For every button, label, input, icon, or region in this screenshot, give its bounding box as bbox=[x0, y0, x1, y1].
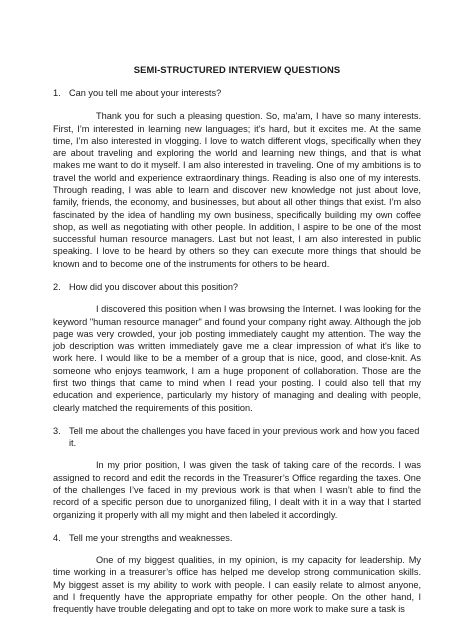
question-number: 2. bbox=[53, 282, 61, 293]
answer-4: One of my biggest qualities, in my opinion, is my capacity for leadership. My time working in a treasurer’s office has helped me develop strong communication skills. My biggest asset is my ability to work with people. I can easily relate to almost anyone, and I frequently have the appropriate empathy for other people. On the other hand, I frequently have trouble delegating and opt to take on more work to make sure a task is bbox=[53, 555, 421, 615]
question-text: Tell me about the challenges you have faced in your previous work and how you faced it. bbox=[69, 425, 420, 449]
answer-1: Thank you for such a pleasing question. So, ma'am, I have so many interests. First, I’m interested in learning new languages; it’s hard, but it excites me. At the same time, I’m also interested in vlogging. I love to watch different vlogs, specifically when they are about traveling and exploring the world and learning new things, and that is what makes me want to do it myself. I am also interested in traveling. One of my ambitions is to travel the world and experience extraordinary things. Reading is also one of my interests. Through reading, I was able to learn and discover new knowledge not just about love, family, friends, the economy, and businesses, but about all other things that exist. I’m also fascinated by the idea of handling my own business, specifically building my own coffee shop, as well as negotiating with other people. In addition, I aspire to be one of the most successful human resource managers. Last but not least, I am also interested in public speaking. I love to be heard by others so they can execute more things that should be known and to become one of the instruments for others to be heard. bbox=[53, 111, 421, 269]
document-page bbox=[53, 64, 421, 627]
question-3 bbox=[53, 425, 421, 449]
question-text: Tell me your strengths and weaknesses. bbox=[69, 532, 233, 543]
document-title: SEMI-STRUCTURED INTERVIEW QUESTIONS bbox=[133, 64, 341, 75]
question-number: 3. bbox=[53, 425, 61, 436]
question-number: 4. bbox=[53, 532, 61, 543]
question-text: Can you tell me about your interests? bbox=[69, 88, 222, 98]
question-4 bbox=[53, 532, 421, 544]
question-text: How did you discover about this position? bbox=[69, 282, 239, 293]
answer-3: In my prior position, I was given the task of taking care of the records. I was assigned to record and edit the records in the Treasurer’s Office regarding the taxes. One of the challenges I’ve faced in my previous work is that when I wasn’t able to find the record of a specific person due to unorganized filing, I dealt with it in a way that I started organizing it properly with all my might and then labeled it accordingly. bbox=[53, 460, 421, 520]
question-number: 1. bbox=[53, 88, 61, 98]
answer-2: I discovered this position when I was browsing the Internet. I was looking for the keyword "human resource manager" and found your company right away. Although the job page was very crowded, your job posting immediately caught my attention. The way the job description was written immediately gave me a clear impression of what it's like to work here. I would like to be a member of a group that is nice, good, and close-knit. As someone who enjoys teamwork, I am a huge proponent of collaboration. Those are the first two things that came to mind when I read your posting. I could also tell that my education and experience, particularly my history of managing and dealing with people, clearly matched the requirements of this position. bbox=[53, 304, 421, 413]
question-2 bbox=[53, 281, 421, 293]
question-1 bbox=[53, 87, 421, 99]
